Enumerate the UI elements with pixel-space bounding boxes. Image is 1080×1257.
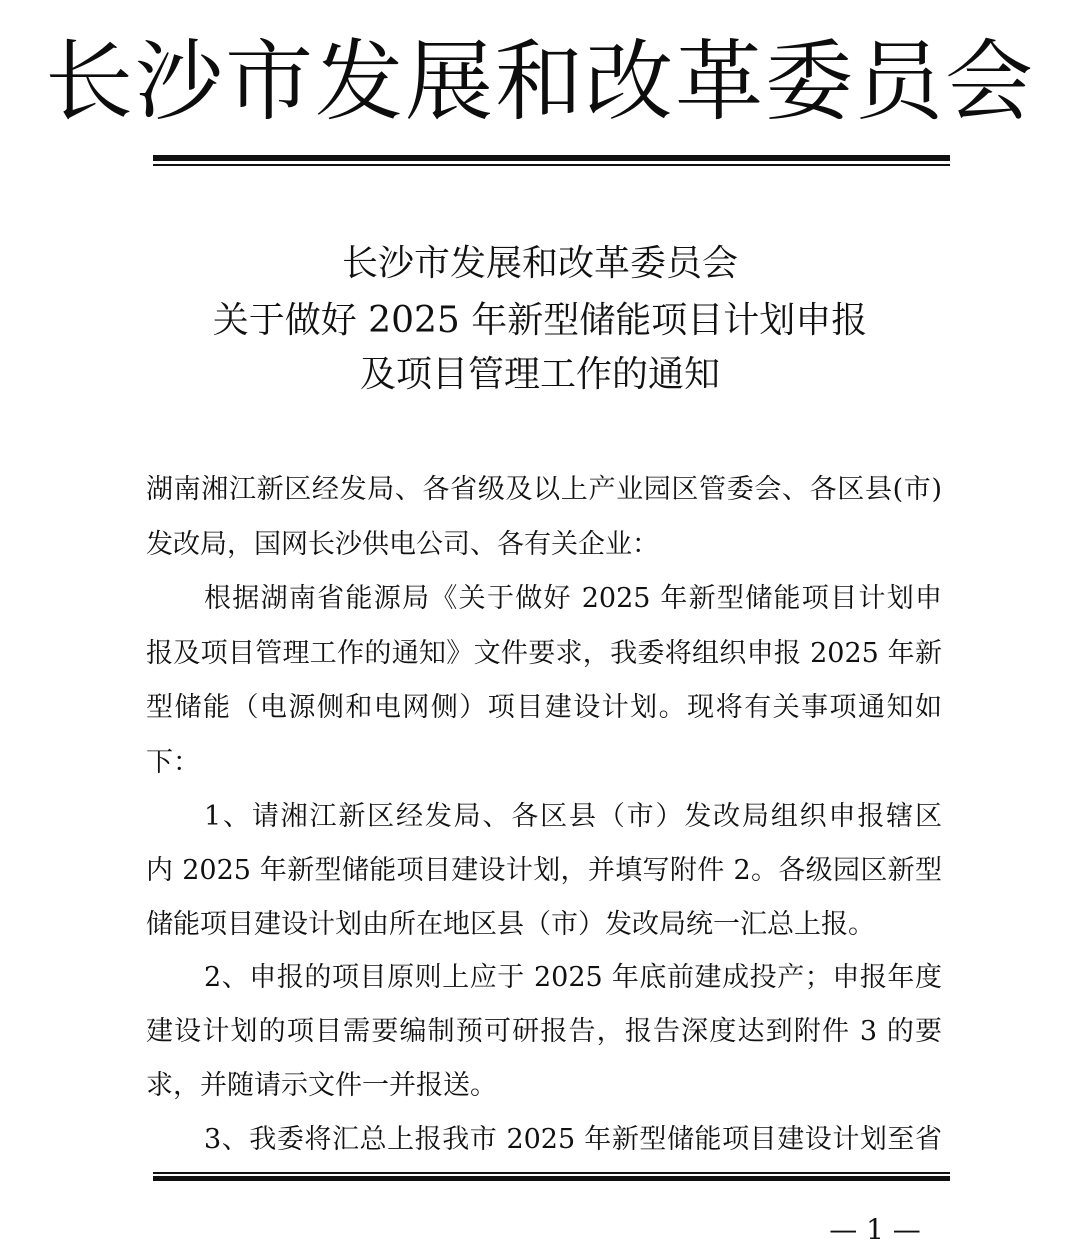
list-item-line: 求，并随请示文件一并报送。 [146, 1070, 497, 1101]
list-item-line: 建设计划的项目需要编制预可研报告，报告深度达到附件 3 的要 [146, 1016, 942, 1047]
list-item-line: 内 2025 年新型储能项目建设计划，并填写附件 2。各级园区新型 [146, 855, 942, 886]
letterhead-rule-thin [153, 164, 950, 166]
letterhead-issuer: 长沙市发展和改革委员会 [44, 30, 1035, 133]
paragraph-line: 型储能（电源侧和电网侧）项目建设计划。现将有关事项通知如 [146, 692, 942, 723]
document-title-line-1: 长沙市发展和改革委员会 [341, 243, 738, 284]
addressee-line: 发改局，国网长沙供电公司、各有关企业： [146, 529, 659, 560]
page-number: — 1 — [829, 1213, 921, 1246]
list-item-line: 3、我委将汇总上报我市 2025 年新型储能项目建设计划至省 [204, 1124, 942, 1155]
list-item-line: 2、申报的项目原则上应于 2025 年底前建成投产；申报年度 [204, 962, 942, 993]
document-title-line-3: 及项目管理工作的通知 [359, 354, 720, 395]
paragraph-line: 根据湖南省能源局《关于做好 2025 年新型储能项目计划申 [204, 583, 942, 614]
letterhead-rule-thick [153, 155, 950, 161]
list-item-line: 1、请湘江新区经发局、各区县（市）发改局组织申报辖区 [204, 801, 942, 832]
footer-rule-thin [153, 1172, 950, 1174]
document-title-line-2: 关于做好 2025 年新型储能项目计划申报 [212, 300, 868, 341]
list-item-line: 储能项目建设计划由所在地区县（市）发改局统一汇总上报。 [146, 909, 875, 940]
paragraph-line: 报及项目管理工作的通知》文件要求，我委将组织申报 2025 年新 [146, 638, 942, 669]
addressee-line: 湖南湘江新区经发局、各省级及以上产业园区管委会、各区县(市) [146, 474, 942, 505]
footer-rule-thick [153, 1176, 950, 1181]
paragraph-line: 下： [146, 747, 200, 778]
